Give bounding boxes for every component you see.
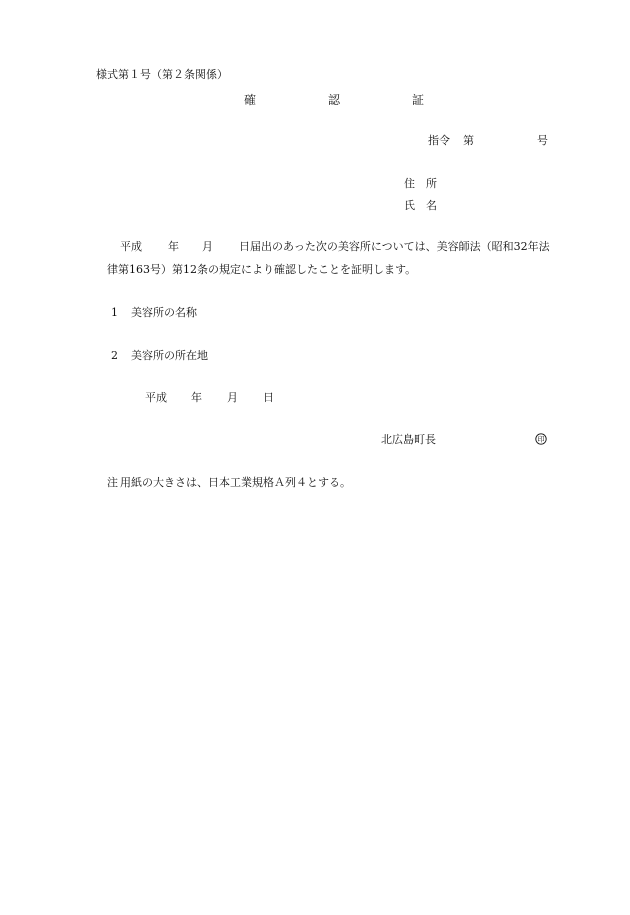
item-number-2: 2 — [111, 349, 118, 362]
order-prefix: 指令 — [428, 134, 450, 147]
seal-icon — [535, 433, 547, 445]
body-line-1: 日届出のあった次の美容所については、美容師法（昭和32年法 — [239, 240, 550, 253]
order-dai: 第 — [463, 134, 474, 147]
order-gou: 号 — [537, 134, 548, 147]
body-era: 平成 — [120, 240, 142, 253]
issuer-title: 北広島町長 — [381, 433, 436, 446]
note-label: 注 — [107, 476, 118, 489]
title-char-3: 証 — [412, 93, 425, 107]
body-month: 月 — [202, 240, 213, 253]
date-day: 日 — [263, 391, 274, 404]
date-year: 年 — [191, 391, 202, 404]
address-label: 住 所 — [404, 177, 437, 190]
date-month: 月 — [227, 391, 238, 404]
title-char-1: 確 — [244, 93, 257, 107]
form-number-label: 様式第１号（第２条関係） — [96, 68, 228, 81]
name-label: 氏 名 — [404, 199, 437, 212]
date-era: 平成 — [145, 391, 167, 404]
title-char-2: 認 — [328, 93, 341, 107]
body-year: 年 — [168, 240, 179, 253]
seal-char: 印 — [537, 435, 545, 444]
note-text: 用紙の大きさは、日本工業規格Ａ列４とする。 — [120, 476, 351, 489]
body-line-2: 律第163号）第12条の規定により確認したことを証明します。 — [107, 263, 417, 276]
item-text-1: 美容所の名称 — [131, 306, 197, 319]
item-number-1: 1 — [111, 306, 118, 319]
item-text-2: 美容所の所在地 — [131, 349, 208, 362]
